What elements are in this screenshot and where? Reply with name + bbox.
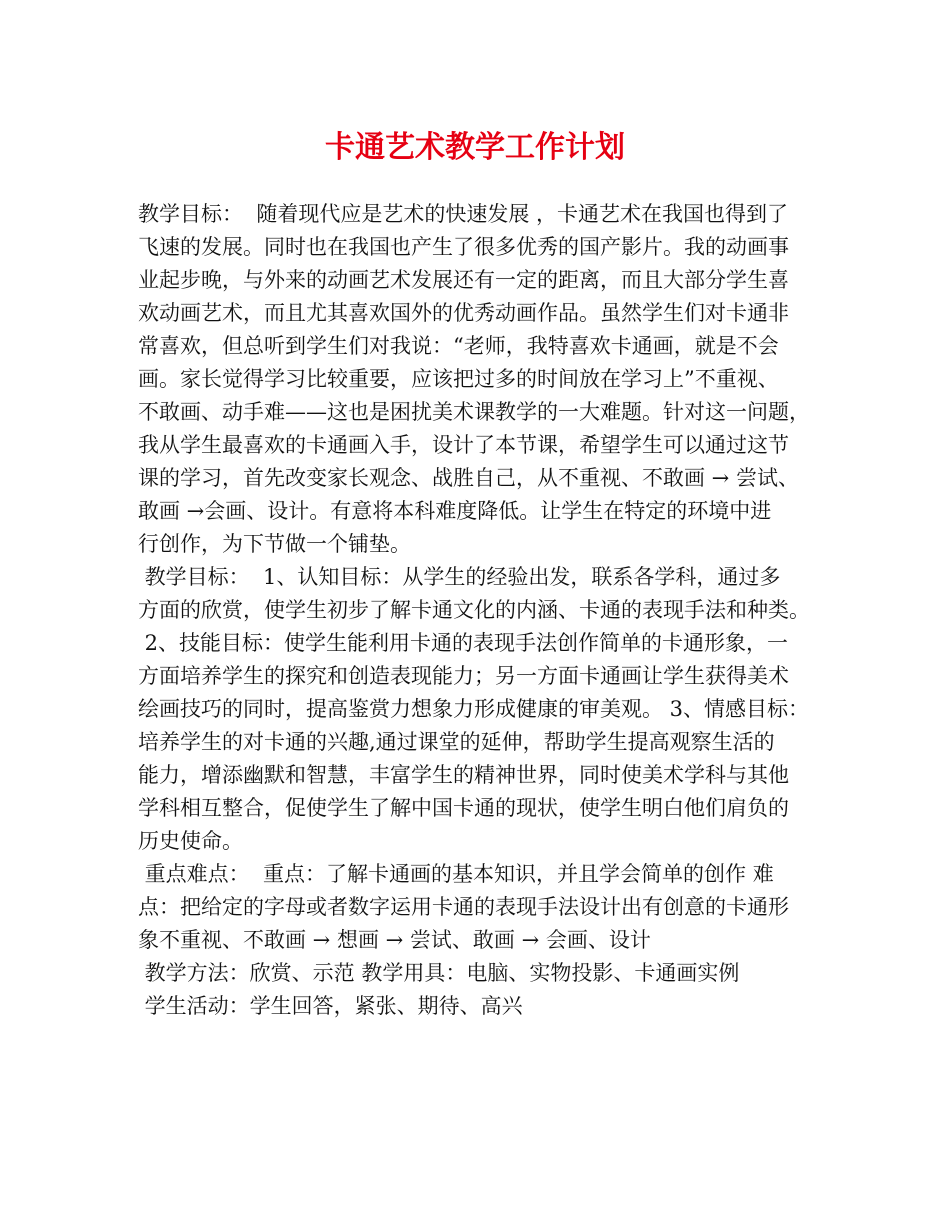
body-line: 欢动画艺术，而且尤其喜欢国外的优秀动画作品。虽然学生们对卡通非 bbox=[138, 301, 789, 325]
body-line: 学科相互整合，促使学生了解中国卡通的现状，使学生明白他们肩负的 bbox=[138, 796, 789, 820]
body-line: 教学目标： 1、认知目标：从学生的经验出发，联系各学科，通过多 bbox=[138, 565, 781, 589]
body-line: 象不重视、不敢画 → 想画 → 尝试、敢画 → 会画、设计 bbox=[138, 928, 651, 952]
document-body bbox=[138, 198, 828, 1023]
body-line: 我从学生最喜欢的卡通画入手，设计了本节课，希望学生可以通过这节 bbox=[138, 433, 789, 457]
body-line: 学生活动：学生回答，紧张、期待、高兴 bbox=[138, 994, 523, 1018]
body-line: 业起步晚，与外来的动画艺术发展还有一定的距离，而且大部分学生喜 bbox=[138, 268, 789, 292]
body-line: 绘画技巧的同时，提高鉴赏力想象力形成健康的审美观。 3、情感目标： bbox=[138, 697, 810, 721]
body-line: 能力，增添幽默和智慧，丰富学生的精神世界，同时使美术学科与其他 bbox=[138, 763, 789, 787]
document-title: 卡通艺术教学工作计划 bbox=[325, 130, 625, 165]
body-line: 2、技能目标：使学生能利用卡通的表现手法创作简单的卡通形象，一 bbox=[138, 631, 789, 655]
body-line: 培养学生的对卡通的兴趣,通过课堂的延伸，帮助学生提高观察生活的 bbox=[138, 730, 775, 754]
body-line: 画。家长觉得学习比较重要，应该把过多的时间放在学习上”不重视、 bbox=[138, 367, 779, 391]
body-line: 点：把给定的字母或者数字运用卡通的表现手法设计出有创意的卡通形 bbox=[138, 895, 789, 919]
body-line: 不敢画、动手难——这也是困扰美术课教学的一大难题。针对这一问题， bbox=[138, 400, 810, 424]
body-line: 飞速的发展。同时也在我国也产生了很多优秀的国产影片。我的动画事 bbox=[138, 235, 789, 259]
body-line: 行创作，为下节做一个铺垫。 bbox=[138, 532, 411, 556]
body-line: 重点难点： 重点：了解卡通画的基本知识，并且学会简单的创作 难 bbox=[138, 862, 774, 886]
body-line: 历史使命。 bbox=[138, 829, 243, 853]
body-line: 常喜欢，但总听到学生们对我说：“老师，我特喜欢卡通画，就是不会 bbox=[138, 334, 779, 358]
body-line: 敢画 →会画、设计。有意将本科难度降低。让学生在特定的环境中进 bbox=[138, 499, 772, 523]
body-line: 教学目标： 随着现代应是艺术的快速发展 ，卡通艺术在我国也得到了 bbox=[138, 202, 789, 226]
body-line: 方面培养学生的探究和创造表现能力；另一方面卡通画让学生获得美术 bbox=[138, 664, 789, 688]
body-line: 教学方法：欣赏、示范 教学用具：电脑、实物投影、卡通画实例 bbox=[138, 961, 740, 985]
body-line: 课的学习，首先改变家长观念、战胜自己，从不重视、不敢画 → 尝试、 bbox=[138, 466, 799, 490]
body-line: 方面的欣赏，使学生初步了解卡通文化的内涵、卡通的表现手法和种类。 bbox=[138, 598, 810, 622]
